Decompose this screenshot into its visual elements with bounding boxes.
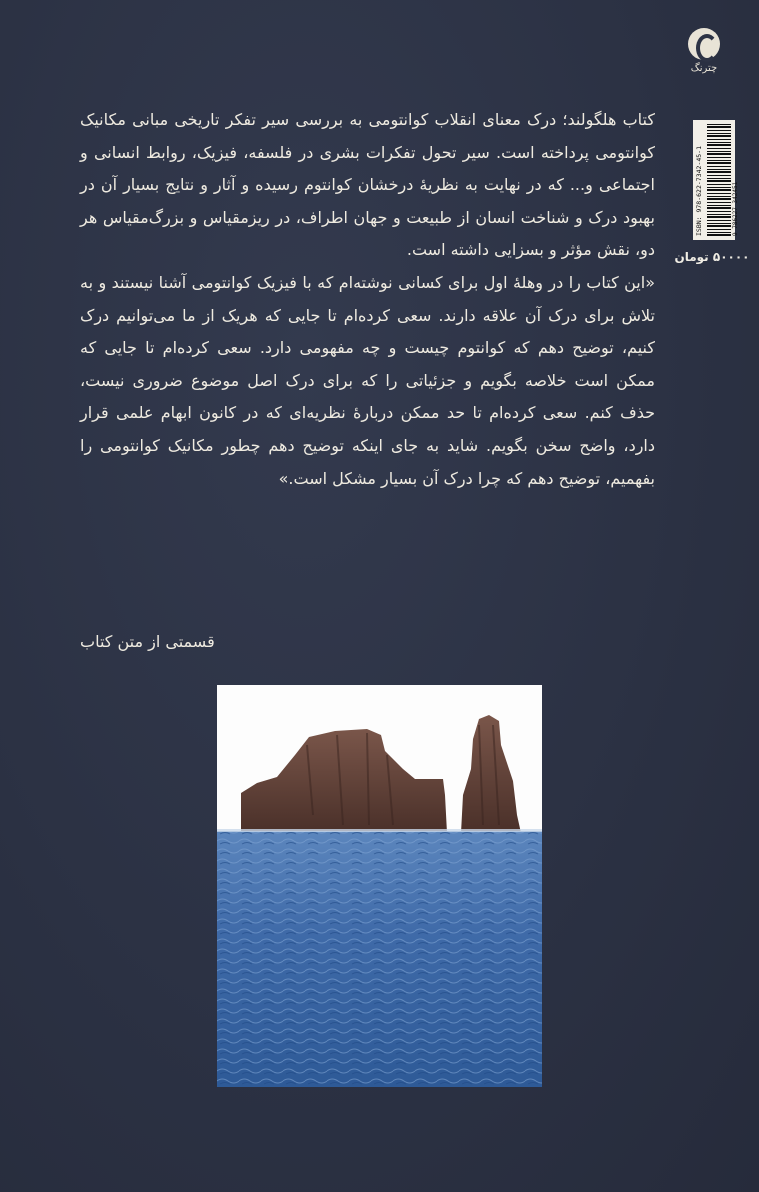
barcode-digits: 9 786227 342451: [732, 181, 739, 236]
cover-photo: [217, 685, 542, 1087]
description-paragraph: کتاب هلگولند؛ درک معنای انقلاب کوانتومی به بررسی سیر تفکر تاریخی مبانی مکانیک کوانتومی پرداخته است. سیر تحول تفکرات بشری در فلسفه، فیزیک، روابط انسانی و اجتماعی و... که در نهایت به نظریهٔ درخشان کوانتوم رسیده و آثار و نتایج بسیار آن در بهبود درک و شناخت انسان از طبیعت و جهان اطراف، در ریزمقیاس و بزرگ‌مقیاس هر دو، نقش مؤثر و بسزایی داشته است.: [80, 110, 655, 260]
quote-paragraph: «این کتاب را در وهلهٔ اول برای کسانی نوشته‌ام که با فیزیک کوانتومی آشنا نیستند و به تلاش برای درک آن علاقه دارند. سعی کرده‌ام تا جایی که هریک از ما می‌توانیم درک کنیم، توضیح دهم که کوانتوم چیست و چه مفهومی دارد. سعی کرده‌ام تا جایی که ممکن است خلاصه بگویم و جزئیاتی را که برای درک اصل موضوع ضروری نیست، حذف کنم. سعی کرده‌ام تا حد ممکن دربارهٔ نظریه‌ای که در کانون ابهام علمی قرار دارد، واضح سخن بگویم. شاید به جای اینکه توضیح دهم چطور مکانیک کوانتومی را بفهمیم، توضیح دهم که چرا درک آن بسیار مشکل است.»: [80, 272, 655, 488]
publisher-name: چترنگ: [690, 63, 718, 74]
excerpt-caption: [80, 632, 655, 651]
publisher-logo-icon: [688, 28, 720, 60]
sea-rocks-illustration: [217, 685, 542, 1087]
barcode-bars: [707, 124, 731, 236]
isbn-text: ISBN: 978-622-7342-45-1: [695, 145, 703, 236]
price-label: ۵۰۰۰۰ تومان: [674, 250, 750, 264]
blurb: [80, 104, 655, 495]
excerpt-label: قسمتی از متن کتاب: [80, 632, 215, 651]
isbn-barcode: [693, 120, 739, 240]
publisher-logo: [679, 28, 729, 74]
